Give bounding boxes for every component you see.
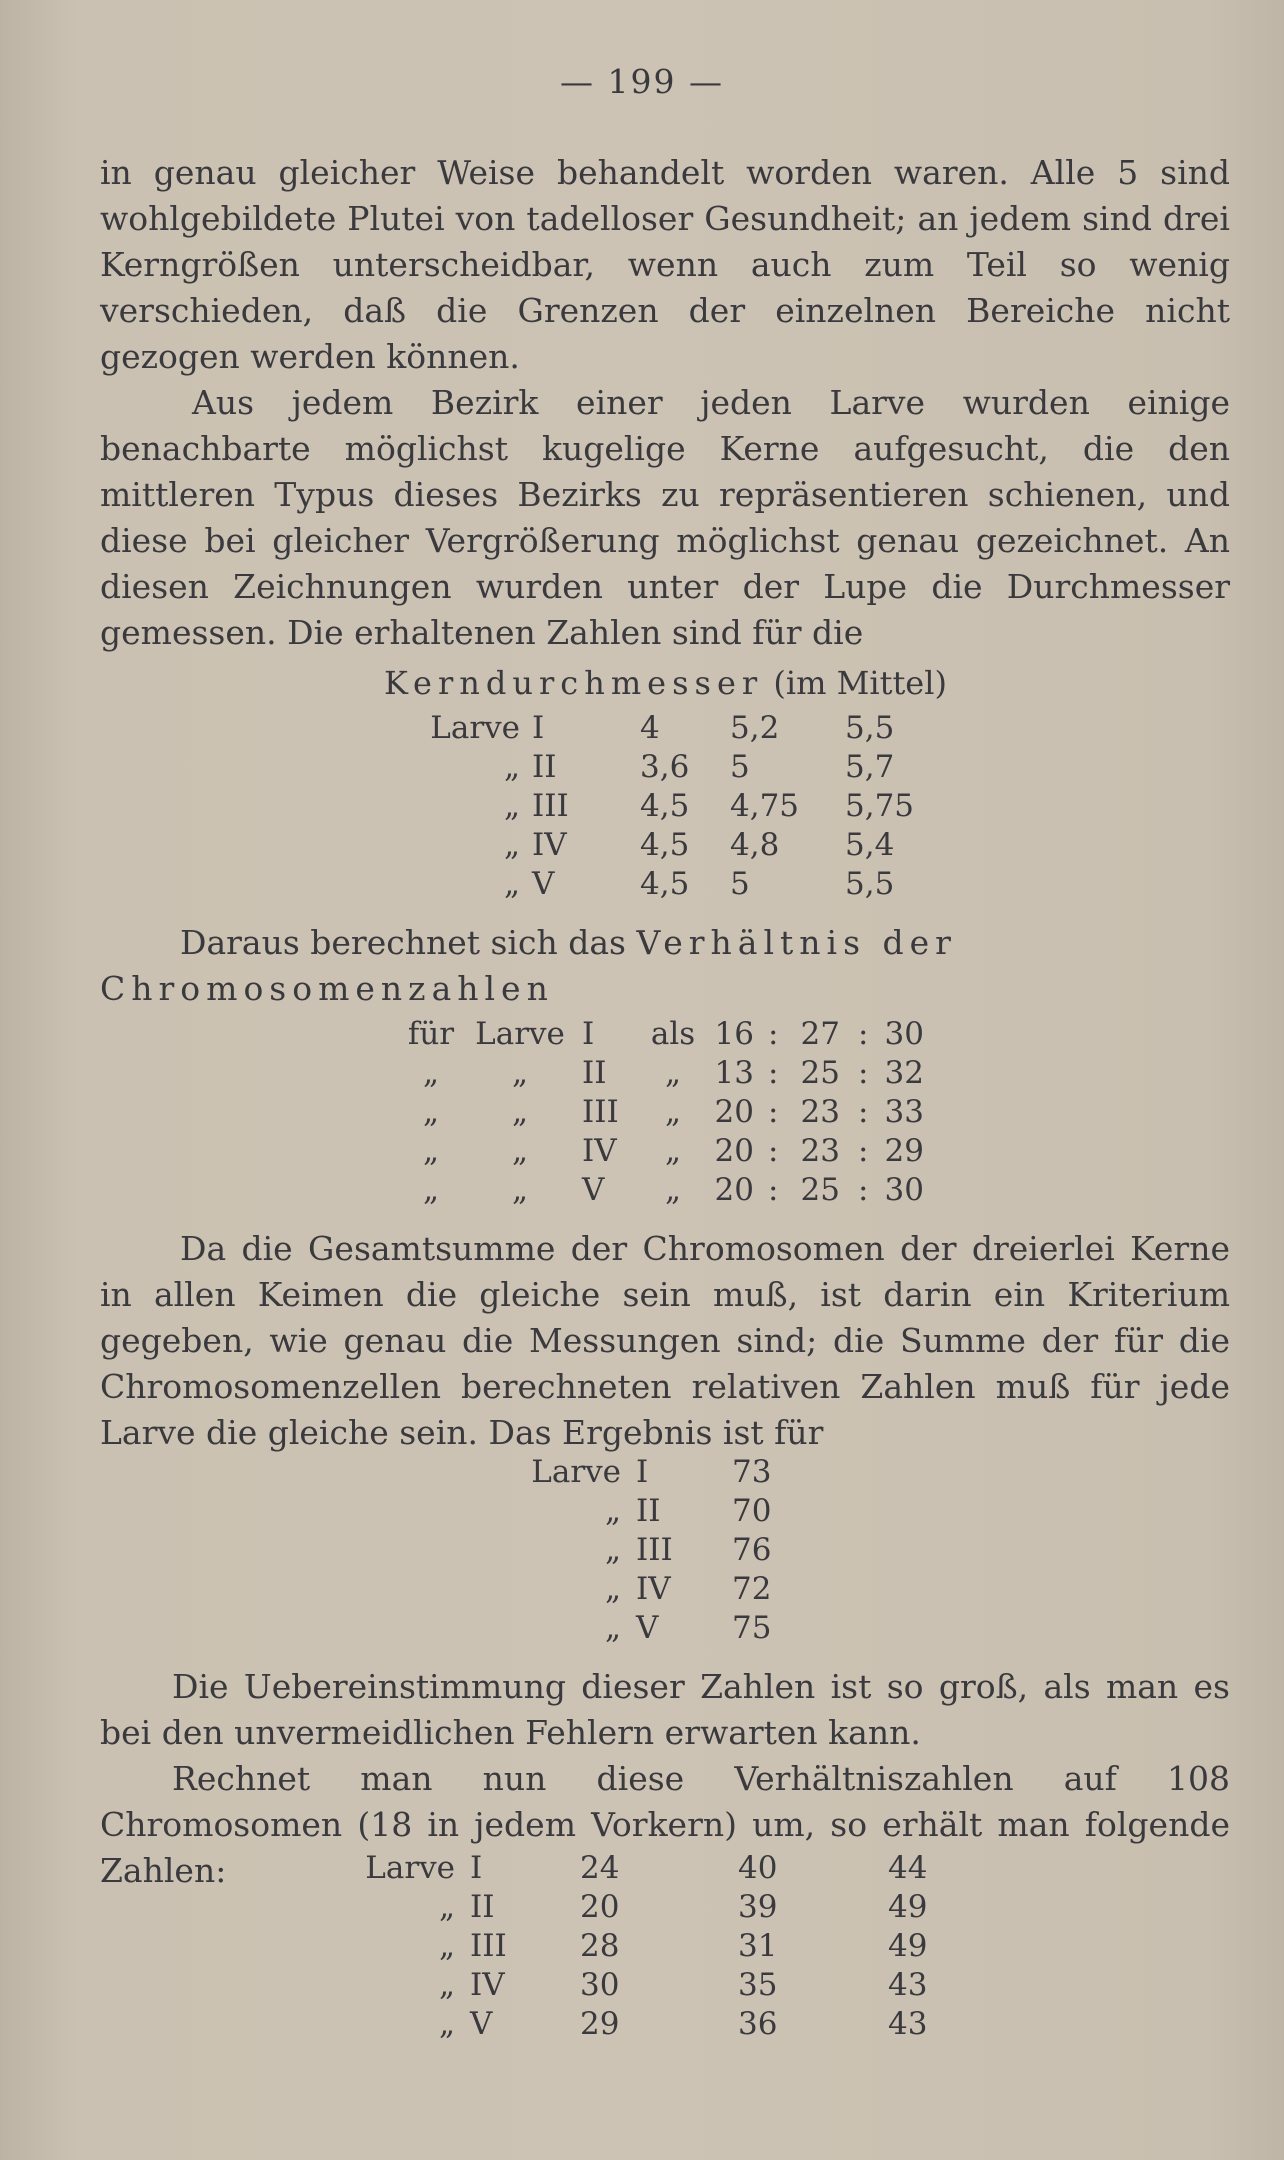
table2-row <box>0 1055 1284 1093</box>
table2-col-c: 32 <box>884 1055 924 1091</box>
paragraph-2: Aus jedem Bezirk einer jeden Larve wurden einige benachbarte möglichst kugelige Kerne aufgesucht, die den mittleren Typus dieses Bezirks zu repräsentieren schienen, und diese bei gleicher Vergrößerung möglichst genau gezeichnet. An diesen Zeichnungen wurden unter der Lupe die Durchmesser gemessen. Die erhaltenen Zahlen sind für die <box>100 383 1230 652</box>
table3-row <box>0 1454 1284 1492</box>
table4-col-a: 20 <box>580 1889 620 1925</box>
table4-col-b: 40 <box>738 1850 778 1886</box>
table1-col-a: 4,5 <box>640 827 690 863</box>
table3-label: „ <box>604 1610 621 1646</box>
table2-col-a: 20 <box>714 1133 754 1169</box>
table2-sep-1: : <box>768 1055 779 1091</box>
table3-number: I <box>636 1454 649 1490</box>
table2-col-b: 23 <box>800 1094 840 1130</box>
table2-fuer: „ <box>422 1094 440 1130</box>
table1-number: III <box>532 788 569 824</box>
table2-col-a: 13 <box>714 1055 754 1091</box>
table4-col-c: 49 <box>888 1889 928 1925</box>
table4-col-b: 35 <box>738 1967 778 2003</box>
table2-larve: „ <box>511 1094 529 1130</box>
table1-col-a: 4,5 <box>640 788 690 824</box>
table2-col-b: 25 <box>800 1055 840 1091</box>
table4-col-c: 43 <box>888 1967 928 2003</box>
paragraph-6: Rechnet man nun diese Verhältniszahlen auf 108 Chromosomen (18 in jedem Vorkern) um, so erhält man folgende Zahlen: <box>100 1759 1230 1890</box>
table2-number: V <box>582 1172 605 1208</box>
table2-fuer: „ <box>422 1172 440 1208</box>
paragraph-3-start: Daraus berechnet sich das <box>180 923 626 962</box>
table4-col-a: 28 <box>580 1928 620 1964</box>
table2-larve: „ <box>511 1172 529 1208</box>
table4-number: II <box>470 1889 495 1925</box>
table3-value: 73 <box>732 1454 772 1490</box>
table1-row <box>0 866 1284 904</box>
table4-row <box>0 1967 1284 2005</box>
table2-sep-1: : <box>768 1094 779 1130</box>
table1-label: Larve <box>430 710 520 746</box>
table1-col-b: 5 <box>730 866 750 902</box>
table2-number: I <box>582 1016 595 1052</box>
table3-label: „ <box>604 1571 621 1607</box>
table1-col-c: 5,5 <box>845 710 895 746</box>
table2-row <box>0 1016 1284 1054</box>
table1-label: „ <box>503 866 520 902</box>
table2-larve: Larve <box>475 1016 565 1052</box>
table2-col-a: 20 <box>714 1172 754 1208</box>
table4-number: V <box>470 2006 493 2042</box>
table2-fuer: „ <box>422 1055 440 1091</box>
table1-col-b: 5 <box>730 749 750 785</box>
table2-number: II <box>582 1055 607 1091</box>
table3-number: V <box>636 1610 659 1646</box>
table2-col-b: 25 <box>800 1172 840 1208</box>
paragraph-3-spaced: Verhältnis der Chromosomenzahlen <box>100 923 957 1008</box>
table2-row <box>0 1133 1284 1171</box>
table2-fuer: für <box>407 1016 455 1052</box>
table1-row <box>0 710 1284 748</box>
table4-label: Larve <box>365 1850 455 1886</box>
table4-col-c: 43 <box>888 2006 928 2042</box>
table4-col-b: 39 <box>738 1889 778 1925</box>
table2-sep-2: : <box>858 1172 869 1208</box>
table4-col-c: 44 <box>888 1850 928 1886</box>
table4-col-c: 49 <box>888 1928 928 1964</box>
table2-col-a: 16 <box>714 1016 754 1052</box>
table2-sep-1: : <box>768 1016 779 1052</box>
table2-sep-1: : <box>768 1133 779 1169</box>
table1-col-b: 4,75 <box>730 788 800 824</box>
table4-label: „ <box>438 1889 455 1925</box>
table1-col-c: 5,75 <box>845 788 915 824</box>
paragraph-3 <box>100 920 1230 1012</box>
table2-fuer: „ <box>422 1133 440 1169</box>
table2-als: „ <box>664 1094 682 1130</box>
table3-number: III <box>636 1532 673 1568</box>
table1-label: „ <box>503 827 520 863</box>
table1-col-c: 5,4 <box>845 827 895 863</box>
table4-row <box>0 2006 1284 2044</box>
table4-number: III <box>470 1928 507 1964</box>
table1-heading-spaced: Kerndurchmesser <box>384 664 764 702</box>
table2-larve: „ <box>511 1133 529 1169</box>
table1-number: I <box>532 710 545 746</box>
table4-number: IV <box>470 1967 505 2003</box>
table2-larve: „ <box>511 1055 529 1091</box>
table4-col-a: 30 <box>580 1967 620 2003</box>
table3-row <box>0 1571 1284 1609</box>
table4-label: „ <box>438 2006 455 2042</box>
table2-col-b: 23 <box>800 1133 840 1169</box>
table4-col-b: 36 <box>738 2006 778 2042</box>
table1-col-b: 4,8 <box>730 827 780 863</box>
table2-col-c: 33 <box>884 1094 924 1130</box>
table2-sep-2: : <box>858 1055 869 1091</box>
table3-value: 70 <box>732 1493 772 1529</box>
table3-value: 75 <box>732 1610 772 1646</box>
paragraph-5: Die Uebereinstimmung dieser Zahlen ist so groß, als man es bei den unvermeidlichen Fehlern erwarten kann. <box>100 1667 1230 1752</box>
table1-number: IV <box>532 827 567 863</box>
table2-sep-2: : <box>858 1016 869 1052</box>
table1-row <box>0 749 1284 787</box>
table4-row <box>0 1850 1284 1888</box>
table1-row <box>0 788 1284 826</box>
table2-col-c: 30 <box>884 1016 924 1052</box>
table1-row <box>0 827 1284 865</box>
table4-col-a: 29 <box>580 2006 620 2042</box>
table4-col-b: 31 <box>738 1928 778 1964</box>
table1-col-c: 5,5 <box>845 866 895 902</box>
table3-number: II <box>636 1493 661 1529</box>
table2-als: „ <box>664 1172 682 1208</box>
table3-number: IV <box>636 1571 671 1607</box>
table2-col-c: 29 <box>884 1133 924 1169</box>
table2-als: als <box>650 1016 696 1052</box>
table1-label: „ <box>503 749 520 785</box>
table1-col-a: 4,5 <box>640 866 690 902</box>
table3-label: „ <box>604 1493 621 1529</box>
table3-value: 72 <box>732 1571 772 1607</box>
table2-number: IV <box>582 1133 617 1169</box>
table3-label: „ <box>604 1532 621 1568</box>
table4-number: I <box>470 1850 483 1886</box>
table3-row <box>0 1610 1284 1648</box>
page-number: — 199 — <box>560 62 724 101</box>
table1-col-a: 3,6 <box>640 749 690 785</box>
table3-label: Larve <box>531 1454 621 1490</box>
table1-number: V <box>532 866 555 902</box>
table1-heading-rest: (im Mittel) <box>773 664 947 702</box>
table3-row <box>0 1493 1284 1531</box>
table2-sep-1: : <box>768 1172 779 1208</box>
table4-label: „ <box>438 1928 455 1964</box>
table2-row <box>0 1094 1284 1132</box>
table2-als: „ <box>664 1133 682 1169</box>
table2-col-b: 27 <box>800 1016 840 1052</box>
table2-row <box>0 1172 1284 1210</box>
table2-sep-2: : <box>858 1094 869 1130</box>
table4-col-a: 24 <box>580 1850 620 1886</box>
table2-sep-2: : <box>858 1133 869 1169</box>
table1-label: „ <box>503 788 520 824</box>
table1-col-b: 5,2 <box>730 710 780 746</box>
table1-heading <box>384 664 947 702</box>
table3-row <box>0 1532 1284 1570</box>
table1-number: II <box>532 749 557 785</box>
table2-col-a: 20 <box>714 1094 754 1130</box>
table2-als: „ <box>664 1055 682 1091</box>
table2-col-c: 30 <box>884 1172 924 1208</box>
table3-value: 76 <box>732 1532 772 1568</box>
paragraph-4: Da die Gesamtsumme der Chromosomen der dreierlei Kerne in allen Keimen die gleiche sein muß, ist darin ein Kriterium gegeben, wie genau die Messungen sind; die Summe der für die Chromosomenzellen berechneten relativen Zahlen muß für jede Larve die gleiche sein. Das Ergebnis ist für <box>100 1229 1230 1452</box>
table4-row <box>0 1928 1284 1966</box>
paragraph-1: in genau gleicher Weise behandelt worden waren. Alle 5 sind wohlgebildete Plutei von tadelloser Gesundheit; an jedem sind drei Kerngrößen unterscheidbar, wenn auch zum Teil so wenig verschieden, daß die Grenzen der einzelnen Bereiche nicht gezogen werden können. <box>100 153 1230 376</box>
table1-col-c: 5,7 <box>845 749 895 785</box>
table4-row <box>0 1889 1284 1927</box>
table1-col-a: 4 <box>640 710 660 746</box>
table2-number: III <box>582 1094 619 1130</box>
table4-label: „ <box>438 1967 455 2003</box>
